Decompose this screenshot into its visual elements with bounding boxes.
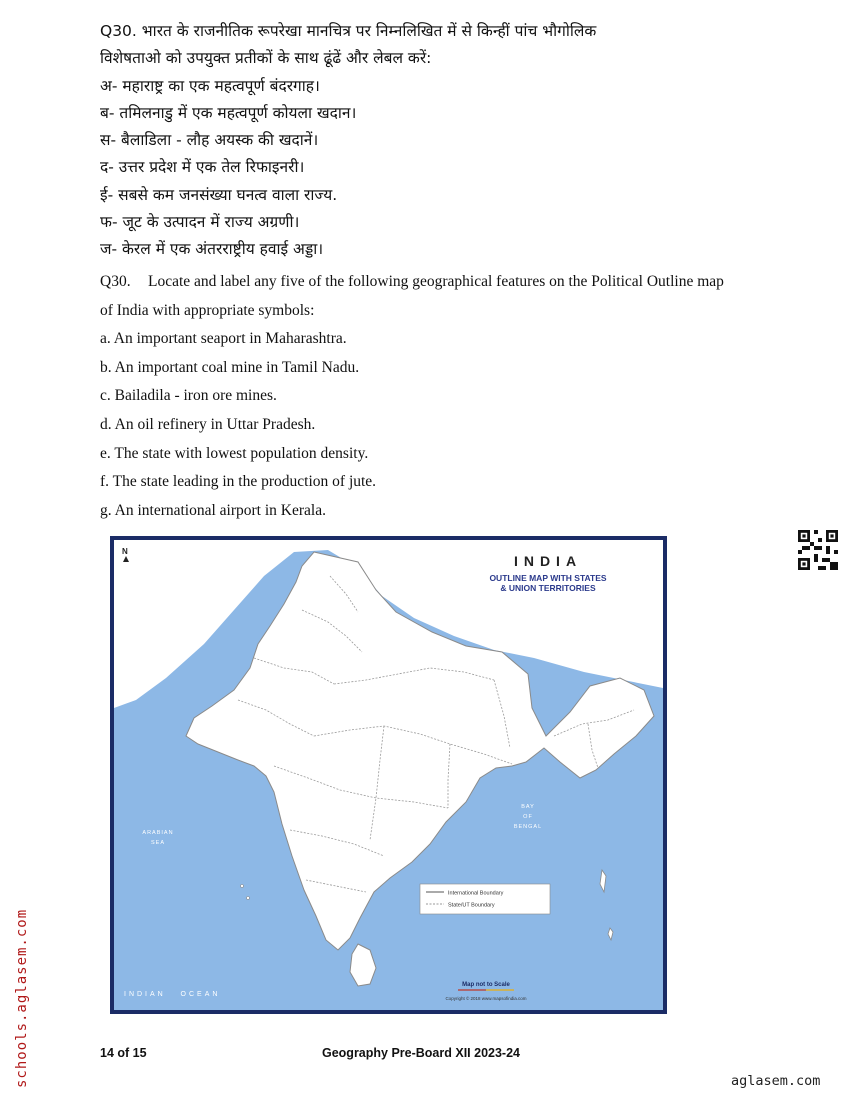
arabian-sea-label: ARABIAN [142, 830, 174, 836]
hindi-item: ई- सबसे कम जनसंख्या घनत्व वाला राज्य. [100, 185, 338, 204]
hindi-question [100, 18, 780, 264]
bay-of-bengal-label: OF [523, 814, 533, 820]
page-number: 14 of 15 [100, 1046, 147, 1060]
side-watermark-url: schools.aglasem.com [14, 908, 30, 1088]
hindi-item: द- उत्तर प्रदेश में एक तेल रिफाइनरी। [100, 158, 305, 177]
lakshadweep-island [241, 885, 244, 888]
english-item: d. An oil refinery in Uttar Pradesh. [100, 415, 316, 433]
indian-ocean-label: INDIAN OCEAN [124, 991, 221, 998]
english-item: f. The state leading in the production of jute. [100, 473, 377, 491]
legend-international-label: International Boundary [448, 890, 504, 897]
india-outline-map [110, 536, 667, 1014]
hindi-item: फ- जूट के उत्पादन में राज्य अग्रणी। [100, 213, 300, 232]
north-label: N [122, 547, 128, 556]
lakshadweep-island [247, 897, 250, 900]
footer-subject: Geography Pre-Board XII 2023-24 [322, 1046, 520, 1060]
hindi-item: स- बैलाडिला - लौह अयस्क की खदानें। [100, 131, 319, 150]
legend-state-label: State/UT Boundary [448, 902, 495, 909]
hindi-item: ब- तमिलनाडु में एक महत्वपूर्ण कोयला खदान। [100, 103, 357, 122]
map-subtitle-line2: & UNION TERRITORIES [500, 583, 596, 593]
question-text: Locate and label any five of the following geographical features on the Political Outline map [148, 273, 724, 290]
english-question [100, 268, 800, 525]
map-copyright: Copyright © 2018 www.mapsofindia.com [445, 996, 527, 1001]
english-item: e. The state with lowest population density. [100, 444, 369, 462]
map-svg [114, 540, 663, 1010]
bay-of-bengal-label: BAY [521, 804, 535, 810]
qr-code-icon [798, 530, 838, 570]
english-item: g. An international airport in Kerala. [100, 501, 326, 519]
map-subtitle-line1: OUTLINE MAP WITH STATES [489, 573, 607, 583]
bay-of-bengal-label: BENGAL [513, 824, 543, 830]
arabian-sea-label: SEA [150, 840, 166, 846]
map-title: INDIA [513, 553, 583, 569]
scale-note: Map not to Scale [462, 982, 510, 988]
english-question-line: of India with appropriate symbols: [100, 301, 315, 319]
hindi-item: अ- महाराष्ट्र का एक महत्वपूर्ण बंदरगाह। [100, 76, 320, 95]
hindi-question-line: Q30. भारत के राजनीतिक रूपरेखा मानचित्र पर निम्नलिखित में से किन्हीं पांच भौगोलिक [100, 22, 597, 40]
hindi-item: ज- केरल में एक अंतरराष्ट्रीय हवाई अड्डा। [100, 240, 324, 259]
hindi-question-line: विशेषताओ को उपयुक्त प्रतीकों के साथ ढूंढें और लेबल करें: [100, 49, 432, 68]
english-question-line [100, 268, 800, 297]
english-item: c. Bailadila - iron ore mines. [100, 387, 277, 405]
english-item: b. An important coal mine in Tamil Nadu. [100, 358, 360, 376]
footer-site: aglasem.com [731, 1073, 821, 1089]
english-item: a. An important seaport in Maharashtra. [100, 330, 347, 348]
question-number: Q30. [100, 273, 131, 290]
legend-box [420, 884, 550, 914]
map-legend [420, 884, 550, 914]
